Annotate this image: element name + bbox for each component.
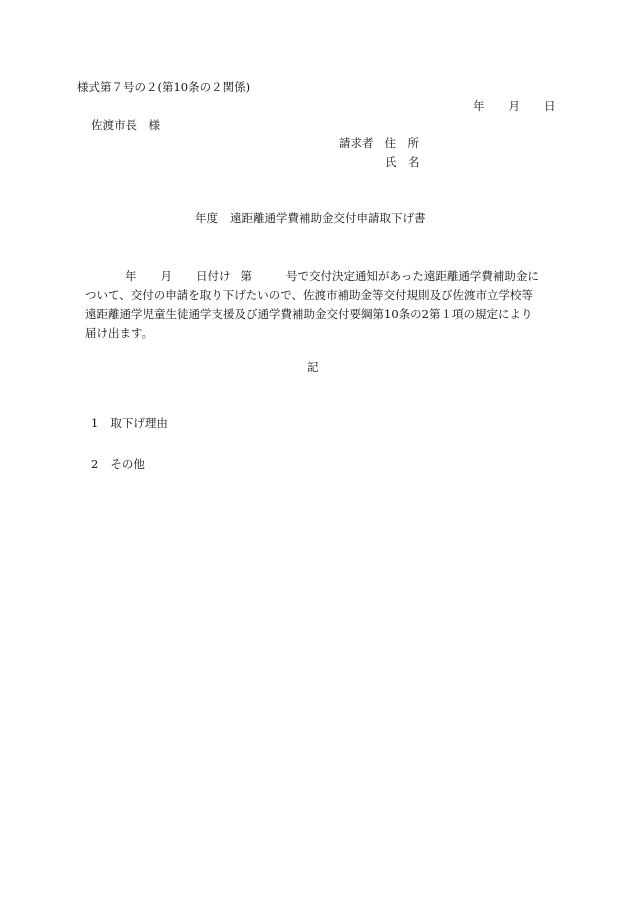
date-day: 日 [544, 99, 556, 113]
item-2-label: その他 [110, 457, 145, 471]
requester-name-row [385, 157, 420, 169]
address-label: 住 所 [384, 136, 419, 150]
item-2 [91, 459, 145, 471]
title-text: 遠距離通学費補助金交付申請取下げ書 [230, 211, 426, 225]
item-2-number: 2 [91, 457, 99, 471]
ki-heading: 記 [307, 360, 319, 374]
body-line1-rest: 号で交付決定通知があった遠距離通学費補助金に [286, 269, 539, 283]
body-date-year: 年 [125, 269, 137, 283]
body-date-suffix: 日付け [196, 269, 231, 283]
form-number: 様式第７号の２(第10条の２関係) [77, 80, 251, 94]
item-1 [91, 418, 168, 430]
body-paragraph [85, 267, 555, 343]
body-number-prefix: 第 [240, 269, 252, 283]
body-line-4: 届け出ます。 [85, 326, 154, 340]
name-label: 氏 名 [385, 155, 420, 169]
date-year: 年 [473, 99, 485, 113]
item-1-label: 取下げ理由 [110, 416, 168, 430]
body-line-1 [85, 267, 555, 286]
date-line [473, 101, 556, 113]
addressee: 佐渡市長 様 [91, 118, 160, 132]
item-1-number: 1 [91, 416, 99, 430]
body-line-3: 遠距離通学児童生徒通学支援及び通学費補助金交付要綱第10条の2第１項の規定により [85, 307, 533, 321]
requester-address-row [339, 138, 419, 150]
title-year-label: 年度 [195, 211, 218, 225]
date-month: 月 [508, 99, 520, 113]
document-title [195, 213, 426, 225]
body-date-month: 月 [160, 269, 172, 283]
body-line-2: ついて、交付の申請を取り下げたいので、佐渡市補助金等交付規則及び佐渡市立学校等 [85, 288, 534, 302]
requester-label: 請求者 [339, 136, 374, 150]
